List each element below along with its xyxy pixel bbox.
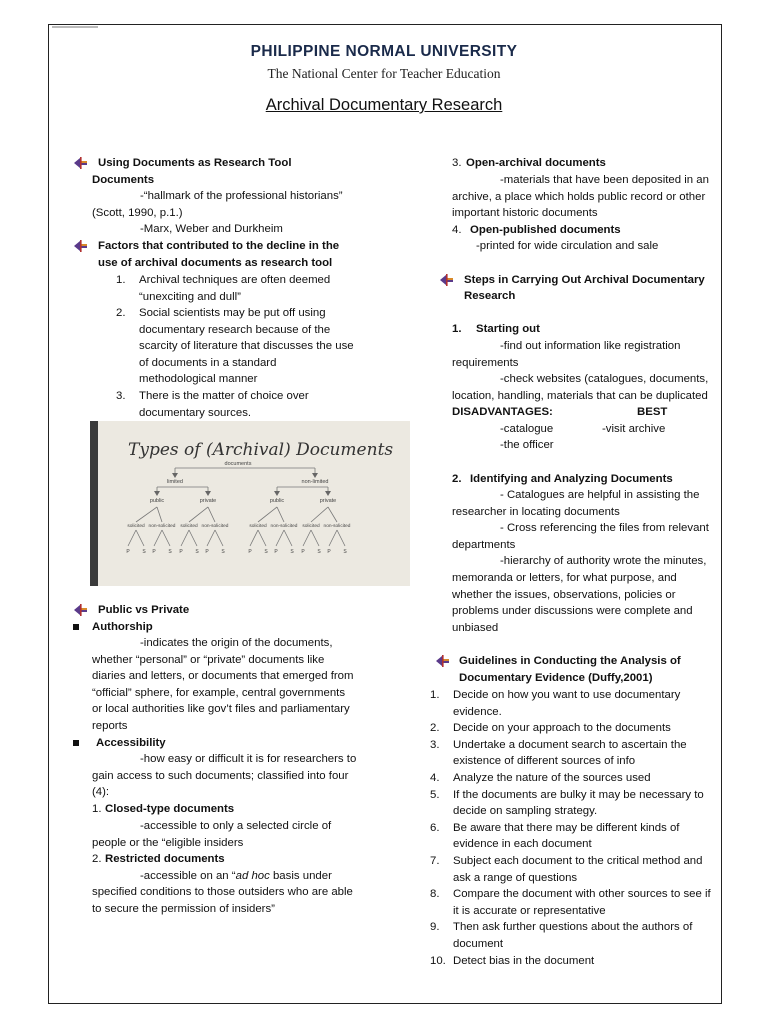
tree-branch (276, 530, 284, 546)
list-number: 2. (430, 722, 440, 735)
square-bullet-icon (73, 740, 79, 746)
op-number: 4. (452, 224, 462, 236)
text-line: (4): (92, 786, 110, 799)
tree-node-l2: public (149, 498, 165, 504)
text-line: -“hallmark of the professional historians” (140, 190, 343, 202)
tree-node-l1: non-limited (301, 479, 329, 485)
list-item: of documents in a standard (139, 356, 277, 369)
arrow-bullet-icon (74, 157, 88, 169)
tree-branch (328, 507, 337, 522)
text-line: whether “personal” or “private” documents like (92, 653, 325, 666)
tree-branch (303, 530, 311, 546)
arrow-icon (312, 473, 318, 478)
list-item: Social scientists may be put off using (139, 307, 326, 319)
text-line: -the officer (500, 439, 554, 451)
list-number: 7. (430, 855, 440, 867)
tree-leaf: S (264, 549, 268, 555)
text-line: location, handling, materials that can be duplicated (452, 389, 708, 402)
list-item: Decide on your approach to the documents (453, 722, 671, 735)
list-number: 5. (430, 788, 440, 801)
list-number: 8. (430, 888, 440, 901)
documents-tree-diagram (90, 421, 410, 586)
disadvantages-label: DISADVANTAGES: (452, 406, 553, 418)
text-line: -materials that have been deposited in an (500, 174, 709, 186)
tree-leaf: S (290, 549, 294, 555)
section-factors-cont: use of archival documents as research tool (98, 257, 333, 269)
arrow-icon (172, 473, 178, 478)
tree-leaf: P (179, 549, 183, 555)
section-steps: Steps in Carrying Out Archival Documentary (464, 274, 705, 286)
text-line: -find out information like registration (500, 340, 681, 352)
tree-branch (181, 530, 189, 546)
list-item: There is the matter of choice over (139, 390, 309, 402)
text-line: -Marx, Weber and Durkheim (140, 223, 283, 235)
open-published-heading: Open-published documents (470, 224, 621, 236)
list-number: 6. (430, 821, 440, 834)
tree-node-l3: solicited (249, 524, 267, 529)
tree-leaf: S (142, 549, 146, 555)
text-line: -visit archive (602, 423, 666, 435)
university-subtitle: The National Center for Teacher Education (267, 66, 501, 81)
tree-node-l1: limited (167, 479, 183, 485)
text-line: departments (452, 538, 516, 551)
tree-leaf: P (205, 549, 209, 555)
text-line: to secure the permission of insiders” (92, 902, 275, 915)
text-line: - Cross referencing the files from relevant (500, 522, 709, 535)
list-number: 9. (430, 921, 440, 934)
list-item: If the documents are bulky it may be necessary to (453, 788, 704, 801)
arrow-bullet-icon (74, 240, 88, 252)
section-using-documents: Using Documents as Research Tool (98, 157, 292, 169)
text-line: researcher in locating documents (452, 505, 620, 518)
list-item: Then ask further questions about the authors of (453, 921, 693, 934)
text-line: important historic documents (452, 207, 598, 220)
text-line: -hierarchy of authority wrote the minutes, (500, 555, 707, 568)
section-guidelines: Guidelines in Conducting the Analysis of (459, 655, 681, 667)
text-line: (Scott, 1990, p.1.) (92, 207, 183, 219)
arrow-bullet-icon (74, 604, 88, 616)
accessibility-heading: Accessibility (96, 737, 166, 749)
text-line: unbiased (452, 621, 499, 634)
arrow-icon (325, 491, 331, 496)
list-item: scarcity of literature that discusses the use (139, 340, 354, 353)
tree-node-l2: public (269, 498, 285, 504)
step2-heading: Identifying and Analyzing Documents (470, 473, 673, 485)
tree-branch (250, 530, 258, 546)
text-line: memoranda or letters, for what purpose, and (452, 572, 677, 584)
tree-leaf: S (195, 549, 199, 555)
square-bullet-icon (73, 624, 79, 630)
tree-branch (207, 530, 215, 546)
tree-leaf: P (274, 549, 278, 555)
text-line: “official” sphere, for example, central governments (92, 686, 346, 699)
list-item: documentary research because of the (139, 323, 331, 336)
arrow-icon (154, 491, 160, 496)
text-line: -indicates the origin of the documents, (140, 637, 333, 649)
archival-documents-figure (90, 421, 410, 586)
text-line: requirements (452, 356, 519, 369)
list-item: Subject each document to the critical method and (453, 855, 703, 867)
text-line: -accessible on an “ad hoc basis under (140, 870, 332, 882)
text-line: problems under discussions were complete and (452, 605, 693, 618)
arrow-icon (274, 491, 280, 496)
corner-mark (52, 26, 98, 28)
section-guidelines-cont: Documentary Evidence (Duffy,2001) (459, 672, 653, 684)
text-line: - Catalogues are helpful in assisting the (500, 489, 700, 501)
tree-branch (136, 530, 144, 546)
restricted-number: 2. (92, 853, 102, 865)
text-line: -catalogue (500, 423, 554, 435)
tree-leaf: S (317, 549, 321, 555)
tree-node-l3: non-solicited (148, 524, 176, 529)
arrow-bullet-icon (440, 274, 454, 286)
tree-node-l2: private (319, 498, 337, 504)
tree-branch (189, 530, 197, 546)
list-number: 3. (116, 390, 126, 402)
tree-leaf: S (343, 549, 347, 555)
tree-node-l3: solicited (180, 524, 198, 529)
tree-branch (311, 530, 319, 546)
text-line: -check websites (catalogues, documents, (500, 373, 709, 386)
tree-branch (136, 507, 157, 522)
authorship-heading: Authorship (92, 621, 153, 633)
tree-branch (162, 530, 170, 546)
text-line: -printed for wide circulation and sale (476, 240, 659, 252)
text-line: -how easy or difficult it is for researchers to (140, 753, 357, 765)
restricted-heading: Restricted documents (105, 853, 225, 865)
university-name: PHILIPPINE NORMAL UNIVERSITY (250, 43, 518, 60)
tree-branch (208, 507, 215, 522)
list-item: evidence in each document (453, 838, 592, 851)
page-title: Archival Documentary Research (265, 96, 503, 114)
tree-leaf: P (152, 549, 156, 555)
open-archival-heading: Open-archival documents (466, 157, 606, 169)
arrow-icon (205, 491, 211, 496)
text-line: reports (92, 720, 128, 732)
tree-branch (277, 507, 284, 522)
list-item: Compare the document with other sources to see if (453, 888, 711, 901)
tree-node-l3: solicited (127, 524, 145, 529)
step1-number: 1. (452, 323, 462, 335)
section-public-vs-private: Public vs Private (98, 604, 190, 616)
tree-leaf: S (221, 549, 225, 555)
list-item: ask a range of questions (453, 871, 578, 884)
tree-branch (258, 530, 266, 546)
text-line: diaries and letters, or documents that emerged from (92, 670, 354, 683)
list-item: evidence. (453, 705, 502, 718)
step2-number: 2. (452, 473, 462, 485)
text-line: or local authorities like gov’t files and parliamentary (92, 703, 350, 716)
list-item: Decide on how you want to use documentary (453, 689, 681, 701)
tree-node-l3: non-solicited (201, 524, 229, 529)
text-line: people or the “eligible insiders (92, 836, 244, 849)
list-item: Be aware that there may be different kinds of (453, 821, 680, 834)
list-number: 10. (430, 954, 446, 967)
arrow-bullet-icon (436, 655, 450, 667)
oa-number: 3. (452, 157, 462, 169)
tree-leaf: P (301, 549, 305, 555)
tree-branch (337, 530, 345, 546)
tree-branch (284, 530, 292, 546)
tree-branch (258, 507, 277, 522)
list-item: it is accurate or representative (453, 904, 606, 917)
documents-heading: Documents (92, 174, 155, 186)
tree-branch (329, 530, 337, 546)
list-item: Archival techniques are often deemed (139, 274, 331, 286)
list-number: 1. (116, 274, 126, 286)
list-item: Analyze the nature of the sources used (453, 772, 651, 784)
tree-leaf: P (327, 549, 331, 555)
section-steps-cont: Research (464, 290, 516, 302)
list-item: decide on sampling strategy. (453, 805, 598, 818)
text-line: specified conditions to those outsiders who are able (92, 886, 353, 898)
list-number: 2. (116, 307, 126, 319)
text-line: -accessible to only a selected circle of (140, 820, 332, 832)
tree-branch (157, 507, 162, 522)
section-factors: Factors that contributed to the decline in the (98, 240, 340, 252)
list-item: Detect bias in the document (453, 954, 595, 967)
list-item: documentary sources. (139, 406, 252, 419)
list-item: document (453, 938, 504, 950)
text-line: whether the issues, observations, policies or (452, 588, 676, 601)
tree-branch (154, 530, 162, 546)
text-line: archive, a place which holds public record or other (452, 190, 706, 203)
tree-node-l3: non-solicited (323, 524, 351, 529)
list-item: “unexciting and dull” (139, 290, 241, 303)
list-item: methodological manner (139, 373, 258, 386)
best-label: BEST (637, 406, 668, 418)
figure-title: Types of (Archival) Documents (128, 440, 394, 460)
tree-branch (311, 507, 328, 522)
tree-leaf: S (168, 549, 172, 555)
step1-heading: Starting out (476, 323, 540, 335)
tree-node-l3: solicited (302, 524, 320, 529)
text-line: gain access to such documents; classified into four (92, 769, 349, 782)
list-number: 1. (430, 689, 440, 701)
tree-branch (215, 530, 223, 546)
tree-leaf: P (126, 549, 130, 555)
closed-number: 1. (92, 803, 102, 815)
tree-branch (128, 530, 136, 546)
list-number: 3. (430, 738, 440, 751)
tree-node-l3: non-solicited (270, 524, 298, 529)
tree-node-root: documents (224, 461, 252, 467)
tree-branch (189, 507, 208, 522)
tree-node-l2: private (199, 498, 217, 504)
list-number: 4. (430, 772, 440, 784)
list-item: existence of different sources of info (453, 755, 636, 768)
closed-type-heading: Closed-type documents (105, 803, 235, 815)
tree-leaf: P (248, 549, 252, 555)
list-item: Undertake a document search to ascertain the (453, 738, 687, 751)
